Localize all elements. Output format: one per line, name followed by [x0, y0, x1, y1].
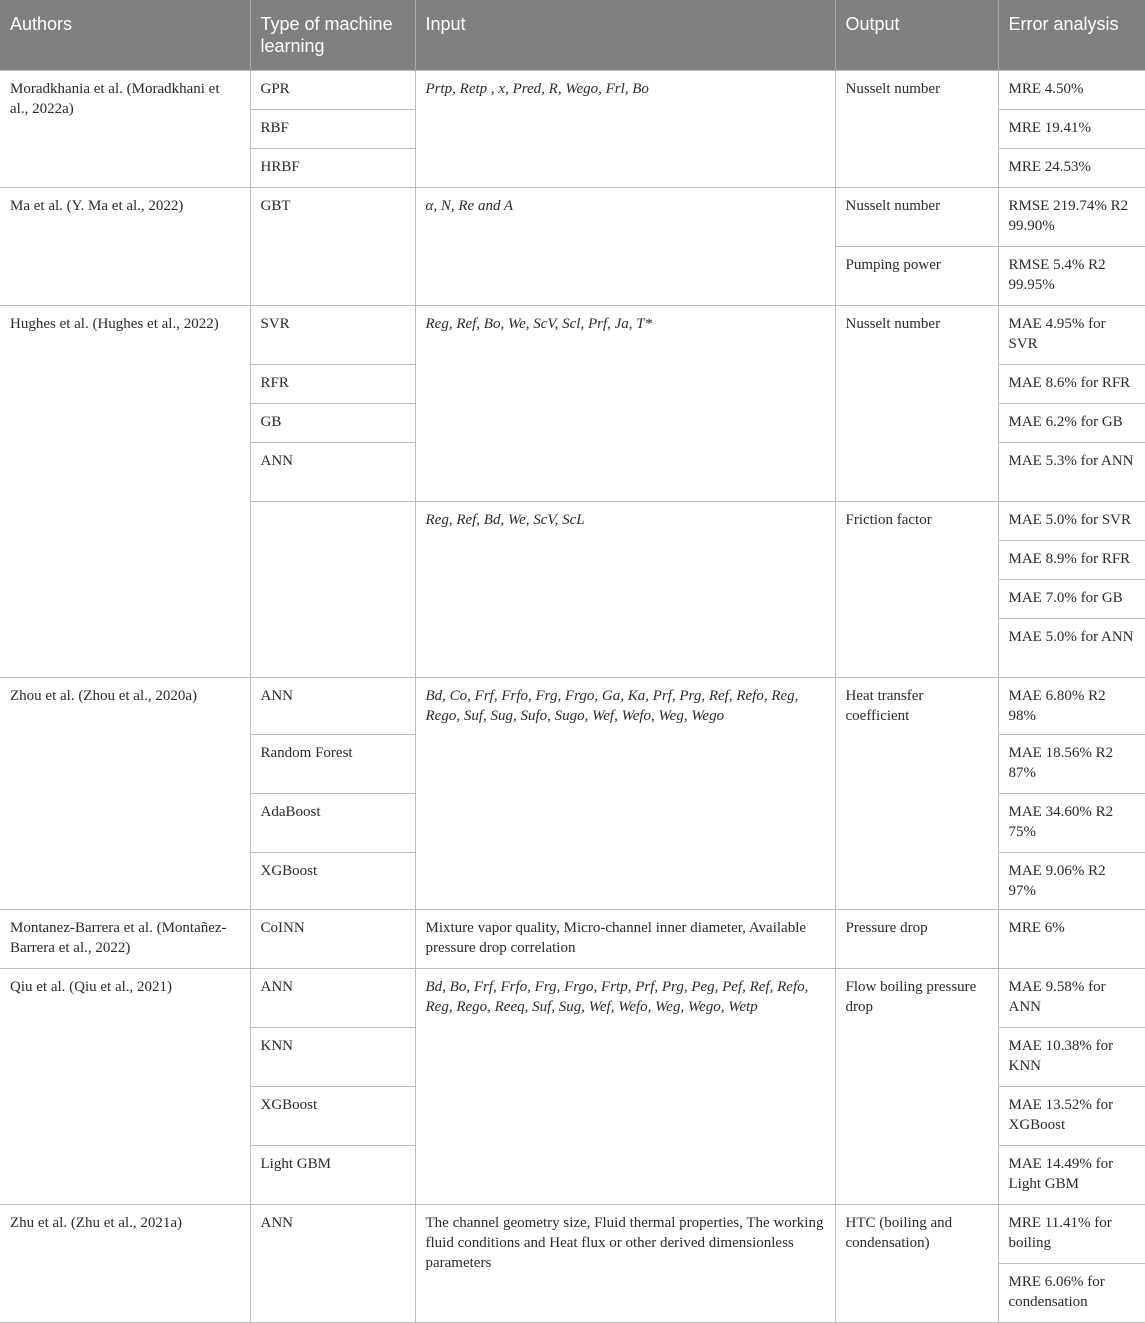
error-cell: RMSE 5.4% R2 99.95%	[998, 247, 1145, 306]
error-cell: MRE 4.50%	[998, 71, 1145, 110]
error-cell: MAE 5.0% for ANN	[998, 619, 1145, 678]
output-cell: Nusselt number	[835, 71, 998, 188]
ml-type-cell: GPR	[250, 71, 415, 110]
ml-type-cell: ANN	[250, 969, 415, 1028]
input-cell: Reg, Ref, Bd, We, ScV, ScL	[415, 502, 835, 678]
error-cell: MRE 6%	[998, 910, 1145, 969]
output-cell: HTC (boiling and condensation)	[835, 1205, 998, 1323]
ml-type-cell: GB	[250, 404, 415, 443]
error-cell: MAE 6.80% R2 98%	[998, 678, 1145, 735]
input-cell: Bd, Co, Frf, Frfo, Frg, Frgo, Ga, Ka, Prf, Prg, Ref, Refo, Reg, Rego, Suf, Sug, Sufo, Sugo, Wef, Wefo, Weg, Wego	[415, 678, 835, 910]
ml-type-cell: Random Forest	[250, 735, 415, 794]
output-cell: Pressure drop	[835, 910, 998, 969]
error-cell: MAE 4.95% for SVR	[998, 306, 1145, 365]
author-cell: Montanez-Barrera et al. (Montañez-Barrera et al., 2022)	[0, 910, 250, 969]
ml-type-cell: RBF	[250, 110, 415, 149]
error-cell: MRE 19.41%	[998, 110, 1145, 149]
ml-type-cell-empty	[250, 502, 415, 678]
header-input: Input	[415, 0, 835, 71]
table-row	[0, 910, 1145, 969]
author-cell: Zhu et al. (Zhu et al., 2021a)	[0, 1205, 250, 1323]
header-authors: Authors	[0, 0, 250, 71]
header-row	[0, 0, 1145, 71]
ml-type-cell: AdaBoost	[250, 794, 415, 853]
author-cell: Zhou et al. (Zhou et al., 2020a)	[0, 678, 250, 910]
table-row	[0, 71, 1145, 110]
error-cell: MAE 6.2% for GB	[998, 404, 1145, 443]
error-cell: MAE 7.0% for GB	[998, 580, 1145, 619]
ml-type-cell: CoINN	[250, 910, 415, 969]
author-cell: Ma et al. (Y. Ma et al., 2022)	[0, 188, 250, 306]
error-cell: MAE 8.9% for RFR	[998, 541, 1145, 580]
ml-type-cell: ANN	[250, 678, 415, 735]
error-cell: MAE 5.0% for SVR	[998, 502, 1145, 541]
header-error: Error analysis	[998, 0, 1145, 71]
ml-type-cell: ANN	[250, 443, 415, 502]
output-cell: Heat transfer coefficient	[835, 678, 998, 910]
table-row	[0, 969, 1145, 1028]
output-cell: Friction factor	[835, 502, 998, 678]
table-row	[0, 1205, 1145, 1264]
error-cell: MRE 6.06% for condensation	[998, 1264, 1145, 1323]
error-cell: MAE 10.38% for KNN	[998, 1028, 1145, 1087]
ml-type-cell: XGBoost	[250, 853, 415, 910]
header-type: Type of machine learning	[250, 0, 415, 71]
ml-type-cell: Light GBM	[250, 1146, 415, 1205]
error-cell: MRE 11.41% for boiling	[998, 1205, 1145, 1264]
error-cell: MAE 9.06% R2 97%	[998, 853, 1145, 910]
input-cell: α, N, Re and A	[415, 188, 835, 306]
output-cell: Nusselt number	[835, 188, 998, 247]
input-cell: Reg, Ref, Bo, We, ScV, Scl, Prf, Ja, T*	[415, 306, 835, 502]
error-cell: MAE 8.6% for RFR	[998, 365, 1145, 404]
error-cell: MAE 14.49% for Light GBM	[998, 1146, 1145, 1205]
input-cell: Mixture vapor quality, Micro-channel inner diameter, Available pressure drop correlation	[415, 910, 835, 969]
input-cell: Prtp, Retp , x, Pred, R, Wego, Frl, Bo	[415, 71, 835, 188]
table-row	[0, 188, 1145, 247]
header-output: Output	[835, 0, 998, 71]
error-cell: MAE 5.3% for ANN	[998, 443, 1145, 502]
ml-type-cell: XGBoost	[250, 1087, 415, 1146]
output-cell: Nusselt number	[835, 306, 998, 502]
author-cell: Qiu et al. (Qiu et al., 2021)	[0, 969, 250, 1205]
output-cell: Pumping power	[835, 247, 998, 306]
table-row	[0, 306, 1145, 365]
ml-type-cell: SVR	[250, 306, 415, 365]
ml-type-cell: GBT	[250, 188, 415, 306]
ml-type-cell: HRBF	[250, 149, 415, 188]
author-cell: Moradkhania et al. (Moradkhani et al., 2022a)	[0, 71, 250, 188]
output-cell: Flow boiling pressure drop	[835, 969, 998, 1205]
author-cell: Hughes et al. (Hughes et al., 2022)	[0, 306, 250, 678]
ml-type-cell: ANN	[250, 1205, 415, 1323]
input-cell: The channel geometry size, Fluid thermal properties, The working fluid conditions and Heat flux or other derived dimensionless parameters	[415, 1205, 835, 1323]
input-cell: Bd, Bo, Frf, Frfo, Frg, Frgo, Frtp, Prf, Prg, Peg, Pef, Ref, Refo, Reg, Rego, Reeq, Suf, Sug, Wef, Wefo, Weg, Wego, Wetp	[415, 969, 835, 1205]
error-cell: MAE 18.56% R2 87%	[998, 735, 1145, 794]
error-cell: RMSE 219.74% R2 99.90%	[998, 188, 1145, 247]
error-cell: MAE 34.60% R2 75%	[998, 794, 1145, 853]
table-row	[0, 678, 1145, 735]
error-cell: MAE 9.58% for ANN	[998, 969, 1145, 1028]
ml-type-cell: KNN	[250, 1028, 415, 1087]
ml-type-cell: RFR	[250, 365, 415, 404]
error-cell: MAE 13.52% for XGBoost	[998, 1087, 1145, 1146]
error-cell: MRE 24.53%	[998, 149, 1145, 188]
